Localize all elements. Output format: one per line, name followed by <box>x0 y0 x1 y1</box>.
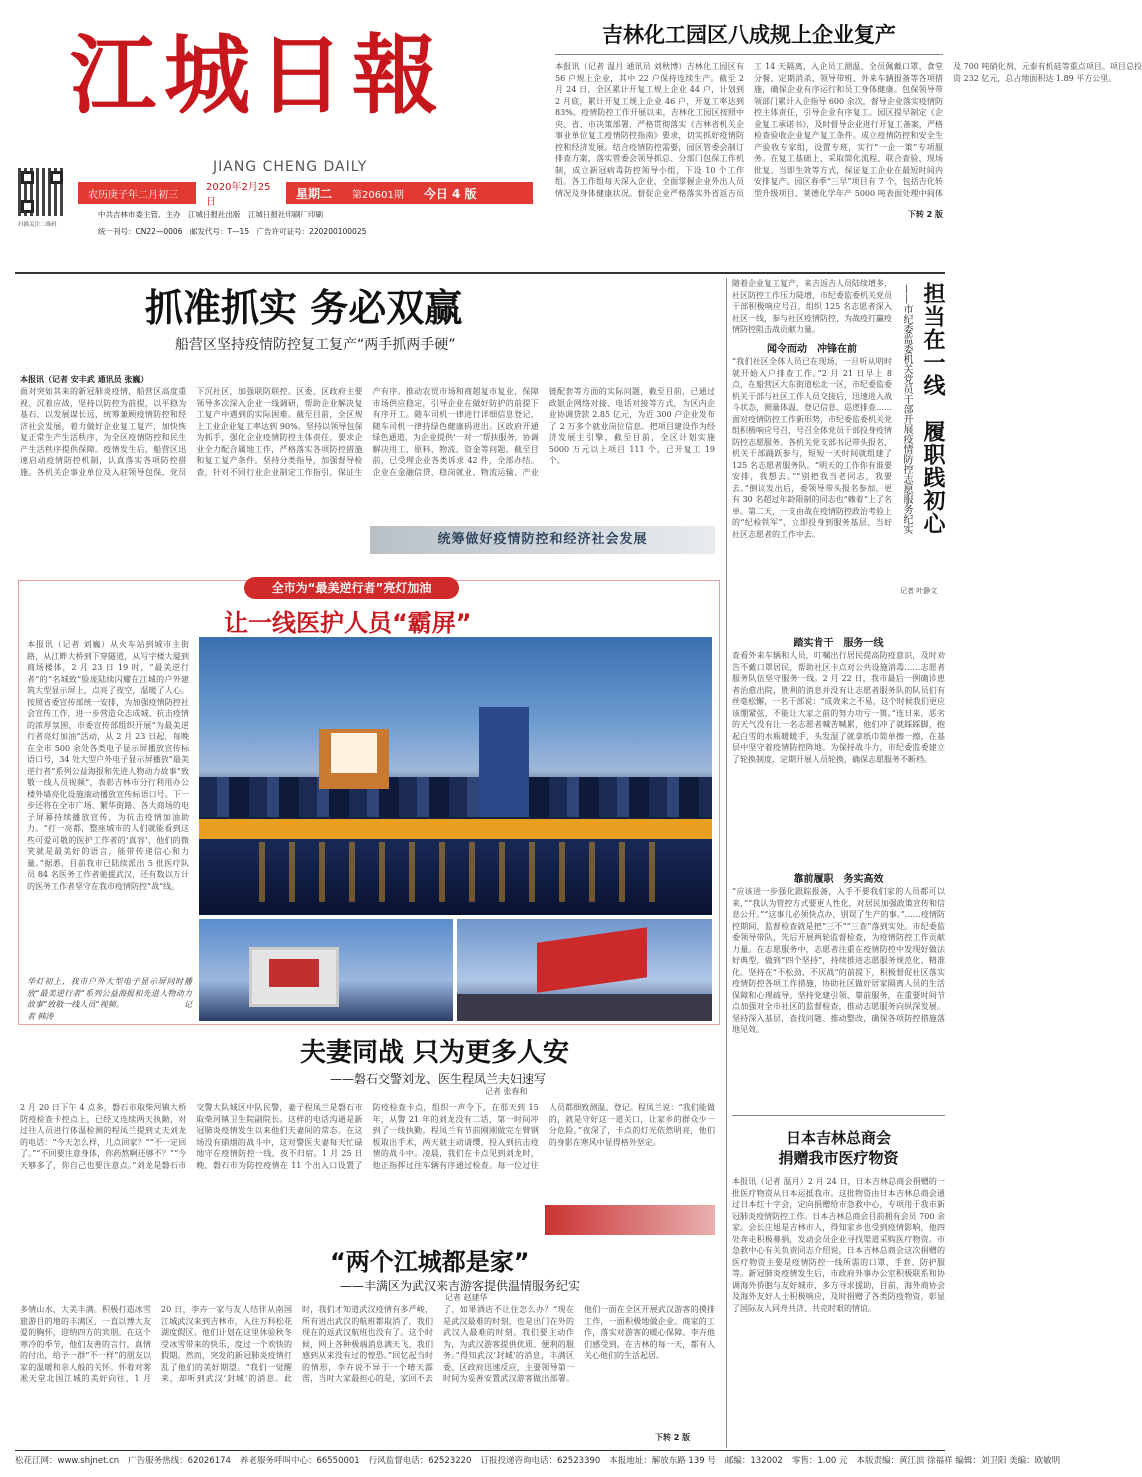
top-story-headline: 吉林化工园区八成规上企业复产 <box>602 23 896 47</box>
twin-city-body: 多情山水、大美丰满。积极打造冰雪旅游目的地的丰满区，一直以博大友爱的胸怀，迎纳四方的宾朋。在这个寒冷的季节，他们友善的言行，真情的付出，给予一群“不一样”的朋友以家的温暖和亲人般的关怀。怀着对雾凇天堂北国江城的美好向往，1 月 20 日，李卉一家与友人结伴从南国江城武汉来到吉林市，入住万科松花湖度假区。他们计划在这里休验秋冬受冰雪带来的快乐，度过一个欢快的假期。然而，突发的新冠肺炎疫情打乱了他们的美好期望。“我们一觉醒来，却听到武汉‘封城’的消息。此时，我们才知道武汉疫情有多严峻，所有进出武汉的航班都取消了，我们现在的返武汉航班也没有了。这个时候，网上各种极端消息满天飞，我们感到从来没有过的惶恐。”回忆起当时的情形，李卉说不异于一个晴天霹雳，当时大家最担心的是，家回不去了，如果酒店不让住怎么办？“现在是武汉最难的时刻，也是出门在外的武汉人最难的时刻。我们要主动作为，为武汉游客提供优质、便利的服务。”得知武汉‘封城’的消息，丰满区委、区政府迅速反应，主要领导第一时间为妥善安置武汉游客做出部署。他们一面在全区开展武汉游客的摸排工作，一面积极地做企业、商家的工作，落实对游客的暖心保障。李卉他们感受到，在吉林的每一天，都有人关心他们的生活起居。 <box>20 1305 715 1383</box>
night-city-photo <box>199 637 712 915</box>
sidebar <box>732 278 945 1108</box>
qr-code[interactable] <box>18 168 66 216</box>
footer-postcode: 邮编：132002 <box>724 1455 783 1466</box>
newspaper-english-name: JIANG CHENG DAILY <box>213 159 368 175</box>
sidebar-section-2-title: 踏实肯干 服务一线 <box>793 638 884 649</box>
issue-number: 第20601期 <box>352 189 404 201</box>
twin-city-headline: “两个江城都是家” <box>330 1248 530 1276</box>
sidebar-section-1-body: “我们社区全体人员已在现场，一旦听从明时就开始入户排查工作。”2 月 21 日早上 8 点，在船营区大东街道松北一区，市纪委监委机关干部与社区工作人员交接后，迅速进入战斗状态，测量体温、登记信息、巡逻排查……面对疫情防控工作新形势，市纪委监委机关党组积极响应号召，号召全体党员干部投身疫情防控志愿服务。各机关党支部书记带头报名，机关干部踊跃参与，短短一天时间就组建了 125 名志愿者服务队。“明天的工作你有谁要安排，我想去。”“别把我当老同志，我要去。”倒议发出后，委领导带头报名参加，更有 30 名超过年龄限制的同志也“赖着”上了名单。第二天，一支由战在疫情防控政治考验上的“纪检铁军”，立即投身到服务基层、当好社区志愿者的工作中去。 <box>732 357 892 539</box>
sidebar-section-2-body: 查看外来车辆和人员，叮嘱出行居民提高防疫意识，及时劝告不戴口罩居民，帮助社区卡点对公共设施消毒……志愿者服务队伍坚守服务一线。2 月 22 日，我市最后一例确诊患者治愈出院，胜利的消息并没有让志愿者服务队的队员们有丝毫松懈，一名干部说：“成效来之不易，这个时候我们更应该绷紧弦，不能让大家之前的努力功亏一篑。”连日来，恶劣的天气没有让一名志愿者喊苦喊累，他们冲了就踩踩脚，抱起白雪的水瓶暖暖手，头发湿了就拿纸巾简单擦一擦，在基层中坚守着疫情防控阵地。为保持战斗力，市纪委监委建立了轮换制度，定期开展人员轮换，确保志愿服务不断档。 <box>732 651 945 764</box>
couple-subhead: ——磐石交警刘龙、医生程凤兰夫妇速写 <box>330 1072 547 1086</box>
screen-photo-right <box>457 919 712 1021</box>
top-story <box>555 18 1142 228</box>
footer-address: 本报地址：解放东路 139 号 <box>609 1455 716 1466</box>
couple-headline: 夫妻同战 只为更多人安 <box>300 1038 570 1068</box>
issue-date: 2020年2月25日 <box>196 178 286 208</box>
twin-city-story <box>15 1240 720 1445</box>
twin-city-subhead: ——丰满区为武汉来吉游客提供温情服务纪实 <box>340 1279 581 1293</box>
sidebar-section-1-title: 闻令而动 冲锋在前 <box>767 344 857 355</box>
screen-photo-left <box>199 919 453 1021</box>
top-story-body: 本报讯（记者 温月 通讯员 刘秋博）吉林化工园区有 56 户规上企业，其中 22 户保持连续生产。截至 2 月 24 日，全区累计开复工规上企业 44 户，计划到 2 月底，累计开复工规上企业 46 户，开复工率达到 83%。疫情防控工作开展以来，吉林化工园区按照中央、省、市决策部署，严格贯彻落实《吉林省机关企事业单位复工疫情防控指南》要求，切实抓好疫情防控和经济发展。结合疫情防控需要，园区管委会制订排查方案，落实管委会领导抓总、分部门包保工作机制，成立新冠病毒防控领导小组，下设 10 个工作组。各工作组每天深入企业，全面掌握企业外出人员情况及身体健康状况。督促企业严格落实外省返吉员工 14 天隔离，入企员工测温、全员佩戴口罩、食堂分餐、定期消杀、领导带班、外来车辆报备等各项措施，确保企业有序运行和员工身体健康。包保领导带领部门累计入企指导 600 余次，督导企业落实疫情防控主体责任，引导企业有序复工。园区提早制定《企业复工承诺书》，及时督导企业进行开复工备案，严格检查验收企业复产复工条件。成立疫情防控和安全生产验收专家组，设置专班，实行“一企一策”专项服务。在复工基础上，采取简化流程、联合查验、现场批复、当即生效等方式，保证复工企业在最短时间内安排复产。园区春季“三早”项目有 7 个，包括吉化转型升级项目、莱德化学年产 5000 吨表面处理中间体及 700 吨硝化剂、元泰有机硅等重点项目。项目总投资 232 亿元，总占地面积达 1.89 平方公里。 <box>555 62 1142 198</box>
footer-delivery: 订报投递咨询电话：62523390 <box>480 1455 601 1466</box>
footer-elder-service: 养老服务呼叫中心：66550001 <box>239 1455 360 1466</box>
feature-caption: 华灯初上，我市户外大型电子显示屏同时播放“最美逆行者”系列公益海报和先进人物动力故事“致敬一线人员”视频。 记者 韩涛 <box>27 977 192 1021</box>
couple-banner <box>545 1205 715 1235</box>
feature-headline: 让一线医护人员“霸屏” <box>224 609 472 637</box>
footer-editors: 本版责编：黄江滨 徐福祥 编辑：刘卫阳 美编：欧敏明 <box>856 1455 1061 1466</box>
newspaper-title: 江城日報 <box>70 25 446 126</box>
japan-headline: 日本吉林总商会 捐赠我市医疗物资 <box>778 1129 899 1167</box>
sidebar-subhead: ——市纪委监委机关党员干部开展疫情防控志愿服务纪实 <box>901 284 912 534</box>
couple-story <box>15 1030 720 1235</box>
footer <box>15 1450 1061 1468</box>
sidebar-headline: 担当在一线 履职践初心 <box>920 282 945 535</box>
page-count: 今日 4 版 <box>423 186 477 201</box>
weekday: 星期二 <box>296 186 333 201</box>
top-story-jump[interactable]: 下转 2 版 <box>907 210 943 219</box>
sidebar-section-3-body: “应该进一步强化跟踪报备，入手不要我们家的人员都可以来，”“我认为管控方式要更人性化，对居民加强政策宣传和信息公开。”“这事儿必须快点办，别误了生产的事。”……疫情防控期间，监督检查就是把“三不”“三查”落到实处。市纪委监委领导带队，先后开展两轮监督检查，为疫情防控工作贡献力量。在志愿服务中，志愿者注重在疫情防控中发现好做法好典型，做到“四个坚持”，持续推进志愿服务规范化、精准化。坚持在“不松劲、不厌战”的前提下，积极督促社区落实疫情防控各项工作措施，协助社区做好居家隔离人员的生活保障和心理疏导。坚持党建引领、靠前服务，在重要时间节点加强对全市社区的监督检查，推动志愿服务向纵深发展。坚持深入基层，查找问题、推动整改，确保各项防控措施落地见效。 <box>732 887 945 1034</box>
sponsor-line: 中共吉林市委主管、主办 江城日报社出版 江城日报社印刷厂印刷 <box>98 210 323 219</box>
footer-ad-hotline: 广告服务热线：62026174 <box>128 1455 231 1466</box>
masthead <box>18 18 533 263</box>
lead-subhead: 船营区坚持疫情防控复工复产“两手抓两手硬” <box>175 337 456 353</box>
lead-story <box>15 278 720 558</box>
lead-body: 面对突如其来的新冠肺炎疫情，船营区高度重视、沉着应战，坚持以防控为前提，以平稳为基石，以发展谋长远，统筹兼顾疫情防控和经济社会发展，着力做好企业复工复产，加快恢复正常生产生活秩序，为全区疫情防控和民生产生活秩序提供保障。疫情发生后，船营区迅速启动疫情防控机制，认真落实各项防控措施。各机关企事业单位及入驻领导包保、党员下沉社区，加强联防联控。区委、区政府主要领导多次深入企业一线调研，帮助企业解决复工复产中遇到的实际困难。截至目前，全区规上工业企业复工率达到 90%。坚持以领导包保为抓手，强化企业疫情防控主体责任，要求企业全力配合属地工作，严格落实各项防控措施和复工复产条件。坚持分类指导，加强督导检查，针对不同行业企业制定工作指引，保证生产有序。推动农贸市场和商超复市复业，保障市场供应稳定，引导企业在做好防护的前提下有序开工。随车司机一律进行详细信息登记，随车司机一律持绿色健康码进出。区政府开通绿色通道，为企业提供‘一对一’帮扶服务，协调解决用工、原料、物流、资金等问题。截至目前，已受理企业各类诉求 42 件，全部办结。企业在金融信贷、稳岗就业、物流运输、产业链配套等方面的实际问题，截至目前，已通过政银企网络对接、电话对接等方式，为区内企业协调贷款 2.85 亿元，为近 300 户企业发布了 2 万多个就业岗位信息。把项目建设作为经济发展主引擎，截至目前，全区计划实施 5000 万元以上项目 111 个，已开复工 19 个。 <box>20 387 715 477</box>
sidebar-byline: 记者 叶静文 <box>900 587 938 595</box>
couple-body: 2 月 20 日下午 4 点多，磐石市取柴河镇大桥防疫检查卡控点上，已经又连续两天执勤，对过往人员进行体温检测的程凤兰提到丈夫刘龙的电话：“今天怎么样，几点回家？”“不一定回了。”“不回要注意身体，你药熬啊还够不？”“今天够多了，你自己也要注意点。”刘龙是磐石市交警大队城区中队民警，妻子程凤兰是磐石市取柴河镇卫生院副院长。这样的电话沟通是新冠肺炎疫情发生以来他们夫妻间的常态。在这场没有硝烟的战斗中，这对警医夫妻每天忙碌地守在疫情防控一线，夜不归宿。1 月 25 日晚，磐石市为防控疫情在 11 个出入口设置了防疫检查卡点，组织一声令下，在那天到 15 年，从警 21 年的刘龙没有二话，第一时间冲到了一线执勤。程凤兰有节前刚刚做完左臂钢板取出手术，两天就主动请缨，投入到抗击疫情的战斗中。凌晨，我们在卡点见到刘龙时，他正指挥过往车辆有序通过检查。每一位过往人员都细致测温、登记。程凤兰说：“我们能做的，就是守好这一道关口，让家乡的群众少一分危险。”夜深了，卡点的灯光依然明亮，他们的身影在寒风中显得格外坚定。 <box>20 1103 715 1170</box>
lead-banner-text: 统筹做好疫情防控和经济社会发展 <box>437 532 648 547</box>
lunar-date: 农历庚子年二月初三 <box>88 189 178 201</box>
footer-price: 零售：1.00 元 <box>791 1455 848 1466</box>
feature-box <box>18 580 720 1025</box>
footer-website[interactable]: 松花江网：www.shjnet.cn <box>15 1455 120 1466</box>
lead-byline: 本报讯（记者 安丰武 通讯员 张巍） <box>20 374 149 384</box>
couple-byline: 记者 张春和 <box>485 1087 528 1096</box>
lead-headline: 抓准抓实 务必双赢 <box>145 286 463 330</box>
footer-supervision: 行风监督电话：62523220 <box>368 1455 472 1466</box>
feature-tag: 全市为“最美逆行者”亮灯加油 <box>244 577 459 599</box>
japan-donation-story <box>732 1115 945 1445</box>
feature-body: 本报讯（记者 刘巍）从火车站到城市主街路，从江畔大桥到下穿隧道，从写字楼大厦到商场楼体，2 月 23 日 19 时，“最美逆行者”的“名城致”脸庞陆续闪耀在江城的户外建筑大型显示屏上，点亮了夜空，温暖了人心。按照省委宣传部统一安排，为加强疫情防控社会宣传工作，进一步营造众志成城、抗击疫情的浓厚氛围，市委宣传部组织开展“为最美逆行者亮灯加油”活动，从 2 月 23 日起，每晚在全市 500 余处各类电子显示屏播放宣传标语口号，34 处大型户外电子显示屏播放“最美逆行者”系列公益海报和先进人物动力故事“致敬一线人员视频”，表彰吉林市分行利用办公楼外墙亮化设施滚动播放宣传标语口号。下一步还将在全市广场、繁华街路、各大商场的电子屏幕持续播放宣传，为抗击疫情加油助力。“打一亮都，整座城市的人们就能看到这些可爱可敬的医护工作者的‘真容’，他们的微笑就是最美好的语言，能带传递信心和力量。”据悉，目前我市已陆续派出 5 批医疗队员 84 名医务工作者驰援武汉，还有数以万计的医务工作者坚守在我市疫情防控“战”线。 <box>27 640 189 891</box>
sidebar-section-3-title: 靠前履职 务实高效 <box>793 874 884 885</box>
date-bar <box>78 182 533 208</box>
sidebar-intro: 随着企业复工复产，来吉返吉人员陆续增多，社区防控工作压力陡增，市纪委监委机关党员干部积极响应号召，组织 125 名志愿者深入社区一线，参与社区疫情防控，为战疫打赢疫情防控阻击战贡献力量。 <box>732 279 892 334</box>
twin-city-byline: 记者 赵建华 <box>445 1293 488 1302</box>
twin-city-jump[interactable]: 下转 2 版 <box>655 1433 691 1442</box>
lead-banner <box>370 526 715 554</box>
japan-body: 本报讯（记者 温月）2 月 24 日，日本吉林总商会捐赠的一批医疗物资从日本运抵我市。这批物资由日本吉林总商会通过日本红十字会，定向捐赠给市急救中心，专项用于我市新冠肺炎疫情防控工作。日本吉林总商会目前拥有会员 700 余家。会长庄旭是吉林市人，得知家乡也受到疫情影响，他四处奔走积极募捐，发动会员企业寻找渠道采购医疗物资。市急救中心有关负责同志介绍说，日本吉林总商会这次捐赠的医疗物资主要是疫情防控一线所需的口罩、手套、防护服等。新冠肺炎疫情发生后，市政府外事办公室积极联系和协调海外侨胞与友好城市，多方寻求援助，目前，海外商协会及海外友好人士积极响应，及时捐赠了各类防疫物资，彰显了国际友人同舟共济、共克时艰的情谊。 <box>732 1177 945 1313</box>
qr-caption: 扫描关注二维码 <box>18 222 57 228</box>
registration-line: 统一刊号：CN22—0006 邮发代号：T—15 广告许可证号：220200100025 <box>98 227 367 236</box>
